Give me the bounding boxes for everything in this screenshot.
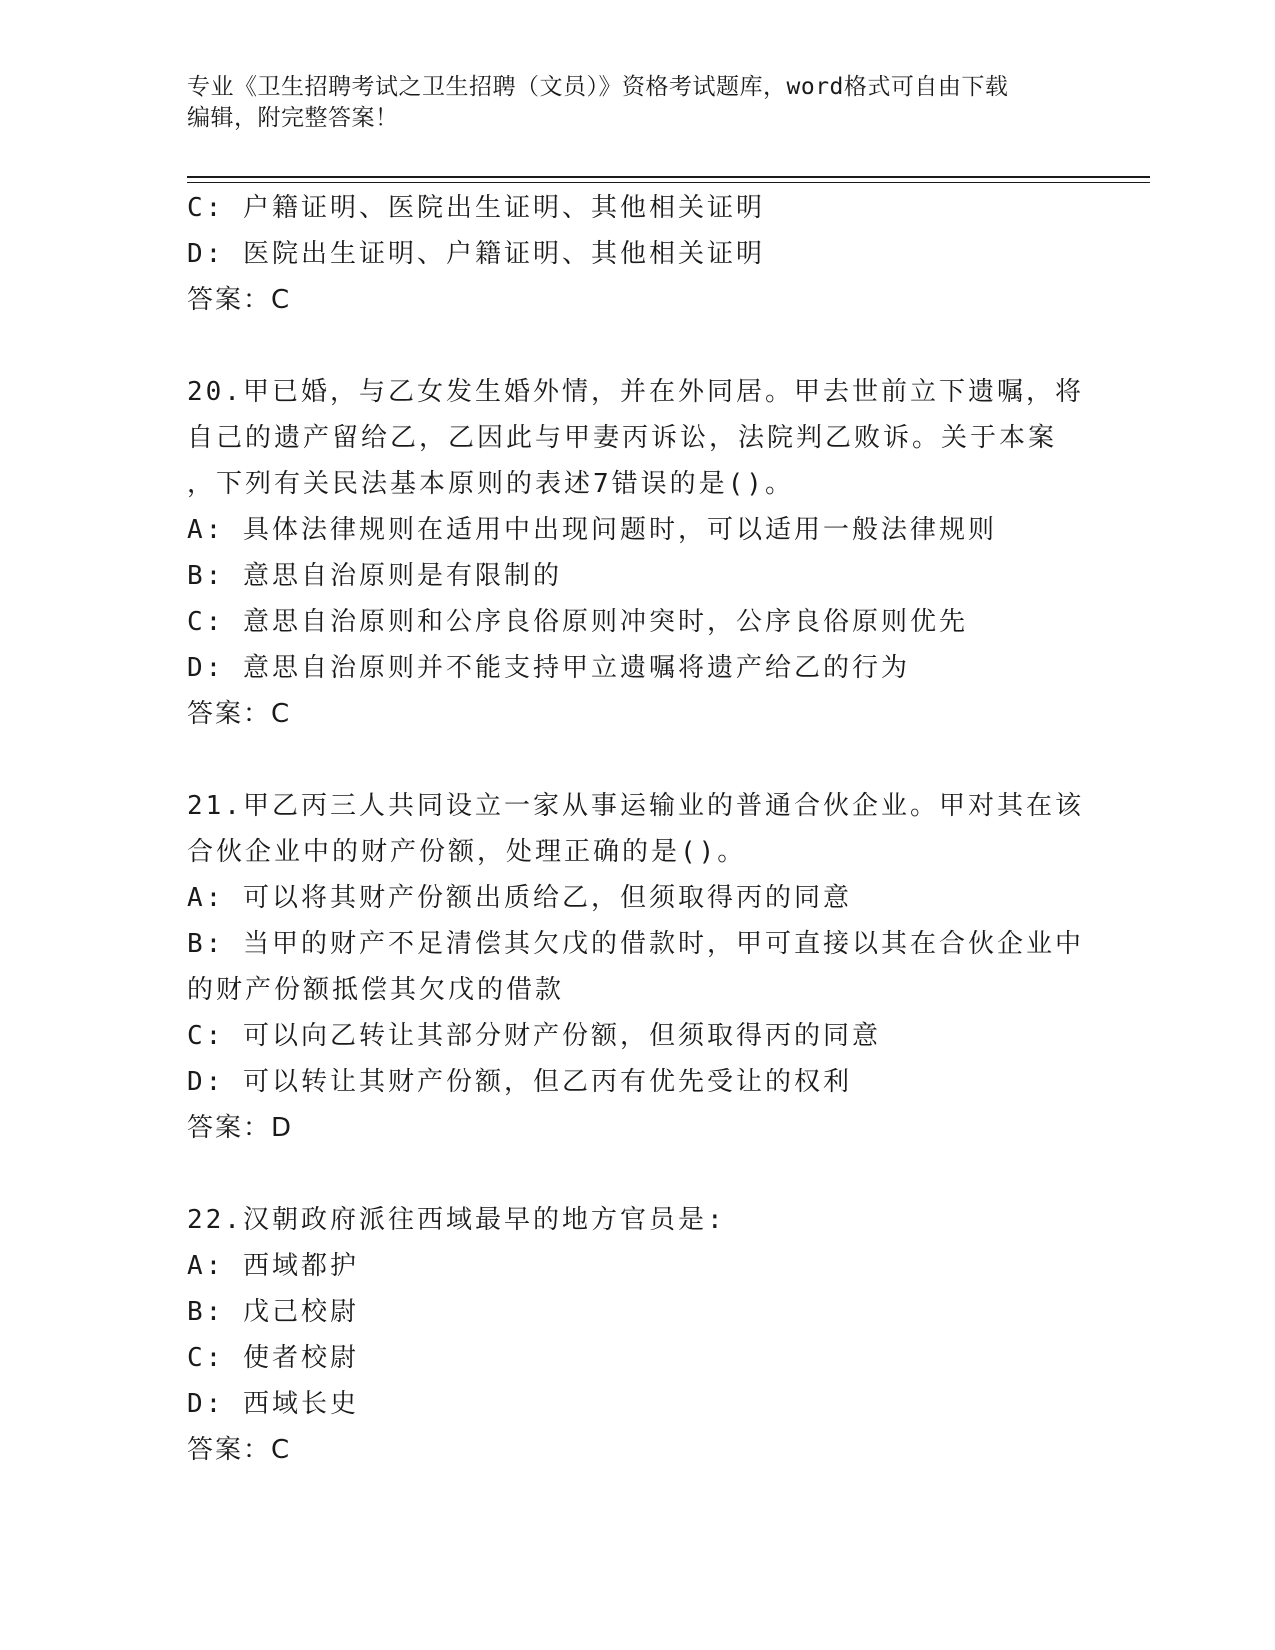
answer-line: 答案：C <box>187 1435 292 1465</box>
option-c: C: 意思自治原则和公序良俗原则冲突时，公序良俗原则优先 <box>187 607 968 637</box>
header-divider-thin <box>187 182 1150 183</box>
option-b: B: 意思自治原则是有限制的 <box>187 561 562 591</box>
option-c: C: 可以向乙转让其部分财产份额，但须取得丙的同意 <box>187 1021 881 1051</box>
question-text-line: 自己的遗产留给乙，乙因此与甲妻丙诉讼，法院判乙败诉。关于本案 <box>187 423 1058 453</box>
question-text-line: 20.甲已婚，与乙女发生婚外情，并在外同居。甲去世前立下遗嘱，将 <box>187 377 1084 407</box>
question-block-20 <box>187 369 1084 737</box>
question-block-22 <box>187 1197 1067 1473</box>
option-d: D: 可以转让其财产份额，但乙丙有优先受让的权利 <box>187 1067 852 1097</box>
page-header <box>187 72 1087 134</box>
question-text-line: 21.甲乙丙三人共同设立一家从事运输业的普通合伙企业。甲对其在该 <box>187 791 1084 821</box>
header-line-1: 专业《卫生招聘考试之卫生招聘（文员）》资格考试题库，word格式可自由下载 <box>187 74 1009 100</box>
spacer <box>187 737 1067 783</box>
header-divider <box>187 176 1150 178</box>
option-d: D: 医院出生证明、户籍证明、其他相关证明 <box>187 239 765 269</box>
option-c: C: 使者校尉 <box>187 1343 359 1373</box>
option-a: A: 西域都护 <box>187 1251 359 1281</box>
question-content <box>187 185 1084 1473</box>
option-a: A: 具体法律规则在适用中出现问题时，可以适用一般法律规则 <box>187 515 997 545</box>
answer-line: 答案：D <box>187 1113 294 1143</box>
option-b-continued: 的财产份额抵偿其欠戊的借款 <box>187 975 565 1005</box>
question-block-21 <box>187 783 1084 1151</box>
question-block-19 <box>187 185 1067 323</box>
spacer <box>187 1151 1067 1197</box>
option-d: D: 西域长史 <box>187 1389 359 1419</box>
spacer <box>187 323 1067 369</box>
question-text-line: 22.汉朝政府派往西域最早的地方官员是: <box>187 1205 726 1235</box>
answer-line: 答案：C <box>187 699 292 729</box>
question-text-line: 合伙企业中的财产份额，处理正确的是()。 <box>187 837 747 867</box>
option-d: D: 意思自治原则并不能支持甲立遗嘱将遗产给乙的行为 <box>187 653 910 683</box>
question-text-line: ，下列有关民法基本原则的表述7错误的是()。 <box>187 469 794 499</box>
option-a: A: 可以将其财产份额出质给乙，但须取得丙的同意 <box>187 883 852 913</box>
option-b: B: 当甲的财产不足清偿其欠戊的借款时，甲可直接以其在合伙企业中 <box>187 929 1084 959</box>
option-b: B: 戊己校尉 <box>187 1297 359 1327</box>
answer-line: 答案：C <box>187 285 292 315</box>
header-line-2: 编辑，附完整答案！ <box>187 105 399 131</box>
option-c: C: 户籍证明、医院出生证明、其他相关证明 <box>187 193 765 223</box>
